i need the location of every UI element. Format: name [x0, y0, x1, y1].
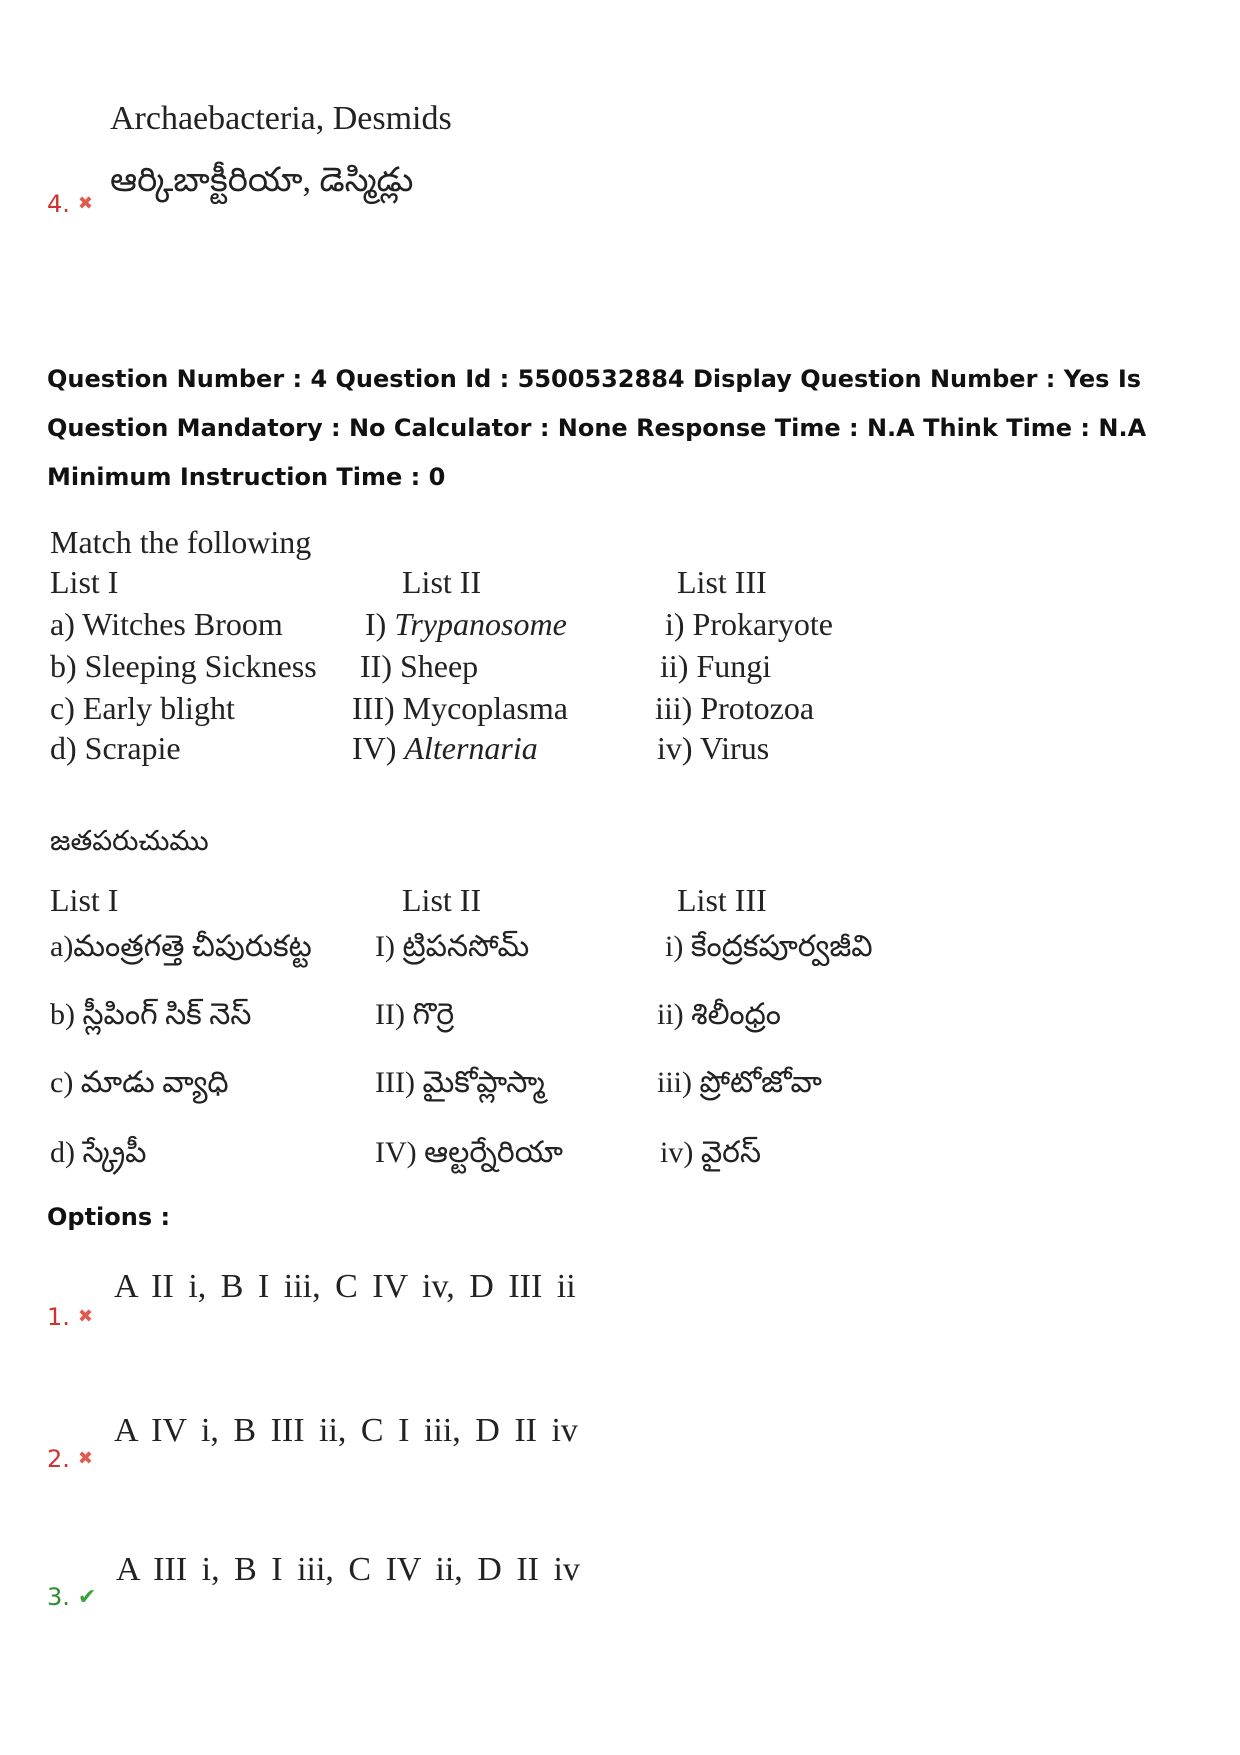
list2-item-2 — [360, 648, 478, 685]
option-3[interactable] — [47, 1583, 96, 1611]
list2-item-text: Sheep — [399, 648, 479, 684]
option-number: 3. — [47, 1583, 70, 1611]
telugu-list2-item-2: II) గొర్రె — [375, 998, 455, 1031]
telugu-list1-item-a: a)మంత్రగత్తె చీపురుకట్ట — [50, 930, 312, 963]
check-mark-icon: ✔ — [77, 1585, 97, 1610]
option-number: 1. — [47, 1303, 70, 1331]
option-number: 4. — [47, 190, 70, 218]
list3-item-3: iii) Protozoa — [655, 690, 815, 726]
previous-option-number — [47, 190, 93, 218]
question-title: Match the following — [50, 524, 312, 560]
list3-item-1: i) Prokaryote — [665, 606, 833, 642]
option-number: 2. — [47, 1445, 70, 1473]
wrong-mark-icon: ✖ — [77, 1306, 93, 1327]
list-header-2: List II — [402, 564, 482, 600]
telugu-list3-item-1: i) కేంద్రకపూర్వజీవి — [665, 930, 873, 963]
options-label: Options : — [47, 1203, 171, 1231]
question-meta: Question Number : 4 Question Id : 5500532884 Display Question Number : Yes Is Question Mandatory : No Calculator : None Response Time : N.A Think Time : N.A Minimum Instruction Time : 0 — [47, 365, 1147, 491]
previous-option-english: Archaebacteria, Desmids — [110, 100, 452, 137]
list1-item-c: c) Early blight — [50, 690, 235, 726]
list2-item-text: Mycoplasma — [402, 690, 568, 726]
telugu-list3-item-3: iii) ప్రోటోజోవా — [657, 1066, 822, 1099]
list2-item-number: I) — [365, 606, 395, 642]
list2-item-3 — [352, 690, 568, 727]
list-header-3: List III — [677, 564, 767, 600]
list2-item-text: Alternaria — [404, 730, 538, 766]
list1-item-b: b) Sleeping Sickness — [50, 648, 317, 684]
list2-item-text: Trypanosome — [394, 606, 567, 642]
telugu-question-title: జతపరుచుము — [50, 826, 209, 857]
option-3-text: A III i, B I iii, C IV ii, D II iv — [116, 1551, 580, 1588]
wrong-mark-icon: ✖ — [77, 1448, 93, 1469]
telugu-list-header-3: List III — [677, 882, 767, 918]
telugu-list2-item-4: IV) ఆల్టర్నేరియా — [375, 1136, 563, 1169]
telugu-list-header-2: List II — [402, 882, 482, 918]
telugu-list3-item-2: ii) శిలీంధ్రం — [657, 998, 782, 1031]
list1-item-d: d) Scrapie — [50, 730, 181, 766]
list1-item-a: a) Witches Broom — [50, 606, 283, 642]
option-1[interactable] — [47, 1303, 93, 1331]
list2-item-number: IV) — [352, 730, 405, 766]
telugu-list3-item-4: iv) వైరస్ — [660, 1136, 762, 1169]
telugu-list2-item-3: III) మైకోప్లాస్మా — [375, 1066, 545, 1099]
list2-item-number: II) — [360, 648, 400, 684]
list2-item-1 — [365, 606, 567, 643]
wrong-mark-icon: ✖ — [77, 193, 93, 214]
list3-item-4: iv) Virus — [657, 730, 770, 766]
list2-item-4 — [352, 730, 538, 767]
previous-option-telugu: ఆర్కిబాక్టీరియా, డెస్మిడ్లు — [110, 162, 414, 199]
list2-item-number: III) — [352, 690, 403, 726]
telugu-list1-item-c: c) మాడు వ్యాధి — [50, 1066, 229, 1099]
option-2-text: A IV i, B III ii, C I iii, D II iv — [114, 1412, 578, 1449]
list-header-1: List I — [50, 564, 119, 600]
option-1-text: A II i, B I iii, C IV iv, D III ii — [114, 1268, 576, 1305]
telugu-list-header-1: List I — [50, 882, 119, 918]
list3-item-2: ii) Fungi — [660, 648, 772, 684]
telugu-list1-item-b: b) స్లీపింగ్ సిక్ నెస్ — [50, 998, 252, 1031]
telugu-list1-item-d: d) స్క్రేపీ — [50, 1136, 147, 1169]
option-2[interactable] — [47, 1445, 93, 1473]
telugu-list2-item-1: I) ట్రిపనసోమ్ — [375, 930, 530, 963]
